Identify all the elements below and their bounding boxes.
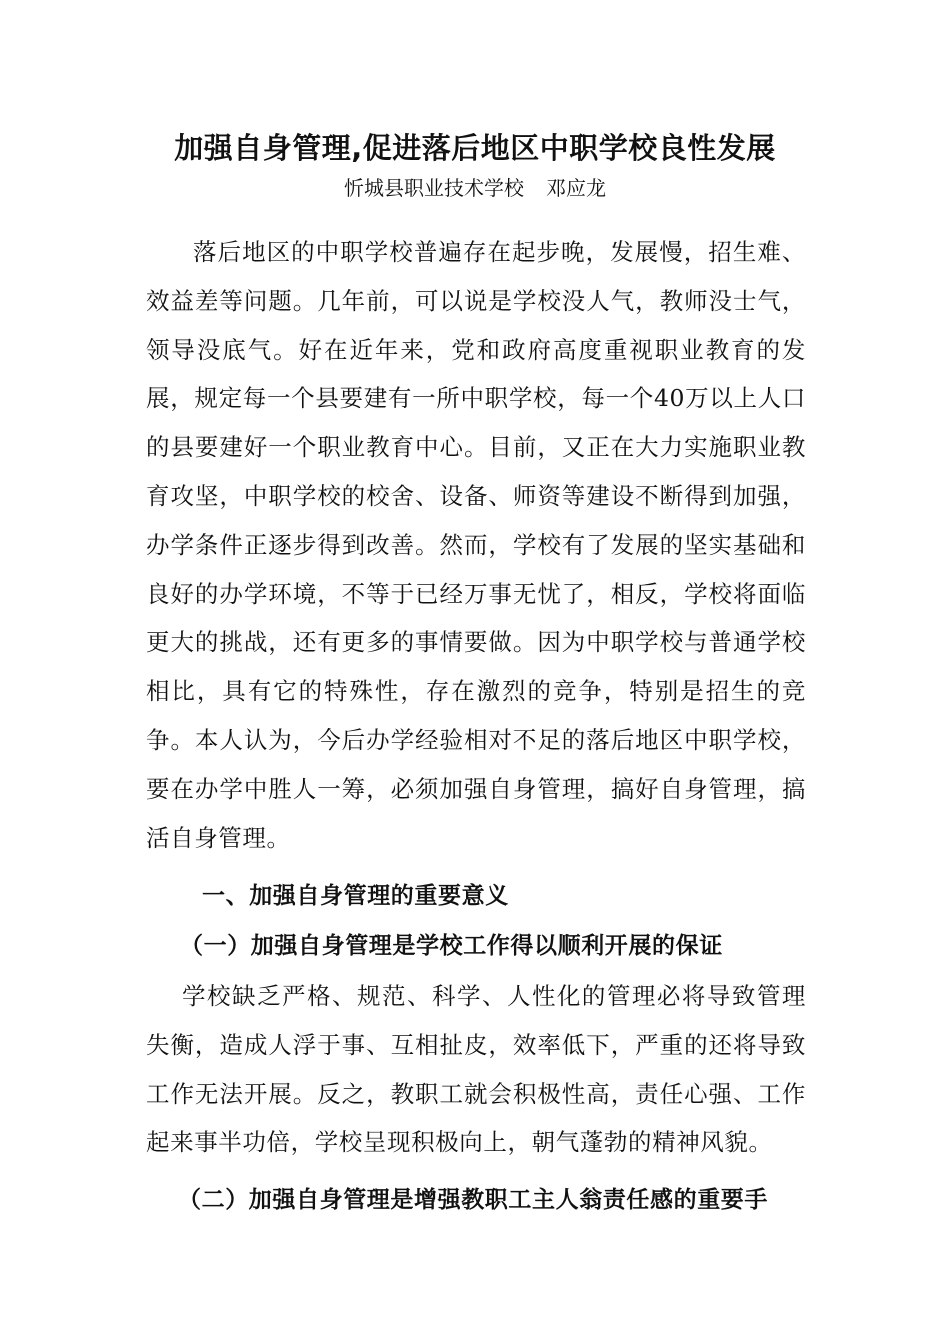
intro-paragraph: 落后地区的中职学校普遍存在起步晚，发展慢，招生难、效益差等问题。几年前，可以说是学校没人气，教师没士气，领导没底气。好在近年来，党和政府高度重视职业教育的发展，规定每一个县要建有一所中职学校，每一个40万以上人口的县要建好一个职业教育中心。目前，又正在大力实施职业教育攻坚，中职学校的校舍、设备、师资等建设不断得到加强，办学条件正逐步得到改善。然而，学校有了发展的坚实基础和良好的办学环境，不等于已经万事无忧了，相反，学校将面临更大的挑战，还有更多的事情要做。因为中职学校与普通学校相比，具有它的特殊性，存在激烈的竞争，特别是招生的竞争。本人认为，今后办学经验相对不足的落后地区中职学校，要在办学中胜人一筹，必须加强自身管理，搞好自身管理，搞活自身管理。 <box>146 238 806 852</box>
body-paragraph-2: 学校缺乏严格、规范、科学、人性化的管理必将导致管理失衡，造成人浮于事、互相扯皮，效率低下，严重的还将导致工作无法开展。反之，教职工就会积极性高，责任心强、工作起来事半功倍，学校呈现积极向上，朝气蓬勃的精神风貌。 <box>146 982 806 1157</box>
author-organization: 忻城县职业技术学校 <box>344 176 524 200</box>
section-heading-1: 一、加强自身管理的重要意义 <box>202 883 509 909</box>
subsection-heading-2: （二）加强自身管理是增强教职工主人翁责任感的重要手 <box>178 1187 768 1213</box>
subsection-heading-1: （一）加强自身管理是学校工作得以顺利开展的保证 <box>180 933 723 959</box>
author-name: 邓应龙 <box>546 176 606 200</box>
author-line <box>0 173 950 203</box>
document-title: 加强自身管理,促进落后地区中职学校良性发展 <box>174 131 776 165</box>
